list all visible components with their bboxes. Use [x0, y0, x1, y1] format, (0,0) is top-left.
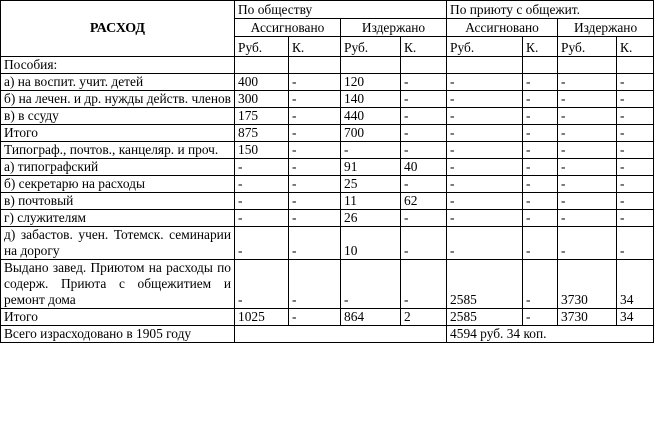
cell-value: -: [617, 227, 654, 260]
cell-value: -: [523, 210, 558, 227]
cell-value: -: [558, 74, 617, 91]
cell-value: 864: [341, 309, 401, 326]
cell-value: -: [401, 74, 447, 91]
cell-value: -: [558, 91, 617, 108]
cell-value: -: [447, 125, 523, 142]
cell-value: 25: [341, 176, 401, 193]
cell-value: -: [447, 142, 523, 159]
cell-value: -: [235, 210, 289, 227]
grand-total-value: 4594 руб. 34 коп.: [447, 326, 654, 343]
cell-value: [447, 57, 523, 74]
row-label: Пособия:: [1, 57, 235, 74]
grand-total-label: Всего израсходовано в 1905 году: [1, 326, 235, 343]
cell-value: -: [401, 176, 447, 193]
cell-value: [289, 57, 341, 74]
cell-value: 3730: [558, 260, 617, 309]
cell-value: -: [617, 125, 654, 142]
cell-value: -: [523, 74, 558, 91]
cell-value: [558, 57, 617, 74]
cell-value: -: [289, 142, 341, 159]
cell-value: -: [401, 210, 447, 227]
cell-value: 34: [617, 260, 654, 309]
cell-value: -: [447, 193, 523, 210]
grand-total-society: [235, 326, 447, 343]
cell-value: -: [447, 108, 523, 125]
cell-value: -: [401, 108, 447, 125]
cell-value: -: [523, 176, 558, 193]
unit-header: К.: [523, 37, 558, 57]
cell-value: [235, 57, 289, 74]
group-header-shelter: По приюту с общежит.: [447, 1, 654, 19]
subheader-spent: Издержано: [558, 19, 654, 37]
cell-value: 91: [341, 159, 401, 176]
cell-value: -: [617, 74, 654, 91]
cell-value: -: [447, 91, 523, 108]
row-label: б) на лечен. и др. нужды действ. членов: [1, 91, 235, 108]
cell-value: 34: [617, 309, 654, 326]
cell-value: -: [617, 159, 654, 176]
cell-value: -: [558, 108, 617, 125]
cell-value: -: [401, 142, 447, 159]
row-label: в) почтовый: [1, 193, 235, 210]
cell-value: -: [289, 125, 341, 142]
cell-value: 62: [401, 193, 447, 210]
cell-value: -: [289, 260, 341, 309]
cell-value: -: [523, 125, 558, 142]
cell-value: 1025: [235, 309, 289, 326]
cell-value: 140: [341, 91, 401, 108]
unit-header: Руб.: [558, 37, 617, 57]
subheader-assigned: Ассигновано: [447, 19, 558, 37]
cell-value: 175: [235, 108, 289, 125]
cell-value: 120: [341, 74, 401, 91]
cell-value: -: [558, 227, 617, 260]
cell-value: -: [617, 176, 654, 193]
unit-header: К.: [289, 37, 341, 57]
cell-value: 2585: [447, 309, 523, 326]
cell-value: -: [447, 176, 523, 193]
cell-value: 2: [401, 309, 447, 326]
row-label: д) забастов. учен. Тотемск. семинарии на дорогу: [1, 227, 235, 260]
cell-value: 150: [235, 142, 289, 159]
cell-value: 400: [235, 74, 289, 91]
row-label: Выдано завед. Приютом на расходы по содерж. Приюта с общежитием и ремонт дома: [1, 260, 235, 309]
cell-value: [523, 57, 558, 74]
cell-value: 300: [235, 91, 289, 108]
cell-value: -: [523, 260, 558, 309]
cell-value: -: [558, 193, 617, 210]
cell-value: -: [523, 142, 558, 159]
cell-value: -: [523, 91, 558, 108]
cell-value: -: [235, 227, 289, 260]
cell-value: -: [617, 142, 654, 159]
row-label: Типограф., почтов., канцеляр. и проч.: [1, 142, 235, 159]
cell-value: [617, 57, 654, 74]
cell-value: 11: [341, 193, 401, 210]
cell-value: -: [401, 125, 447, 142]
row-label-total: Итого: [1, 309, 235, 326]
cell-value: 26: [341, 210, 401, 227]
cell-value: -: [523, 193, 558, 210]
cell-value: 700: [341, 125, 401, 142]
row-label: а) типографский: [1, 159, 235, 176]
cell-value: -: [558, 176, 617, 193]
cell-value: -: [447, 74, 523, 91]
cell-value: -: [523, 309, 558, 326]
unit-header: Руб.: [341, 37, 401, 57]
subheader-spent: Издержано: [341, 19, 447, 37]
cell-value: -: [289, 193, 341, 210]
cell-value: [401, 57, 447, 74]
unit-header: Руб.: [235, 37, 289, 57]
cell-value: -: [401, 227, 447, 260]
cell-value: -: [447, 227, 523, 260]
cell-value: 3730: [558, 309, 617, 326]
cell-value: -: [235, 193, 289, 210]
cell-value: -: [235, 159, 289, 176]
cell-value: -: [523, 227, 558, 260]
cell-value: -: [523, 108, 558, 125]
cell-value: -: [558, 210, 617, 227]
cell-value: 40: [401, 159, 447, 176]
cell-value: -: [401, 260, 447, 309]
cell-value: -: [289, 108, 341, 125]
cell-value: -: [289, 176, 341, 193]
cell-value: -: [558, 142, 617, 159]
cell-value: -: [289, 227, 341, 260]
cell-value: -: [235, 260, 289, 309]
cell-value: -: [558, 159, 617, 176]
unit-header: Руб.: [447, 37, 523, 57]
cell-value: -: [289, 91, 341, 108]
row-label-total: Итого: [1, 125, 235, 142]
cell-value: -: [289, 159, 341, 176]
cell-value: -: [289, 210, 341, 227]
cell-value: -: [447, 210, 523, 227]
table-title: РАСХОД: [1, 1, 235, 57]
row-label: а) на воспит. учит. детей: [1, 74, 235, 91]
cell-value: -: [558, 125, 617, 142]
cell-value: -: [447, 159, 523, 176]
cell-value: -: [289, 74, 341, 91]
cell-value: [341, 57, 401, 74]
cell-value: 2585: [447, 260, 523, 309]
cell-value: -: [235, 176, 289, 193]
cell-value: -: [617, 193, 654, 210]
cell-value: -: [289, 309, 341, 326]
row-label: г) служителям: [1, 210, 235, 227]
cell-value: -: [617, 91, 654, 108]
unit-header: К.: [617, 37, 654, 57]
cell-value: 440: [341, 108, 401, 125]
cell-value: -: [617, 210, 654, 227]
cell-value: -: [617, 108, 654, 125]
row-label: б) секретарю на расходы: [1, 176, 235, 193]
cell-value: -: [523, 159, 558, 176]
group-header-society: По обществу: [235, 1, 447, 19]
row-label: в) в ссуду: [1, 108, 235, 125]
cell-value: 875: [235, 125, 289, 142]
cell-value: -: [341, 260, 401, 309]
subheader-assigned: Ассигновано: [235, 19, 341, 37]
cell-value: -: [401, 91, 447, 108]
cell-value: -: [341, 142, 401, 159]
cell-value: 10: [341, 227, 401, 260]
unit-header: К.: [401, 37, 447, 57]
